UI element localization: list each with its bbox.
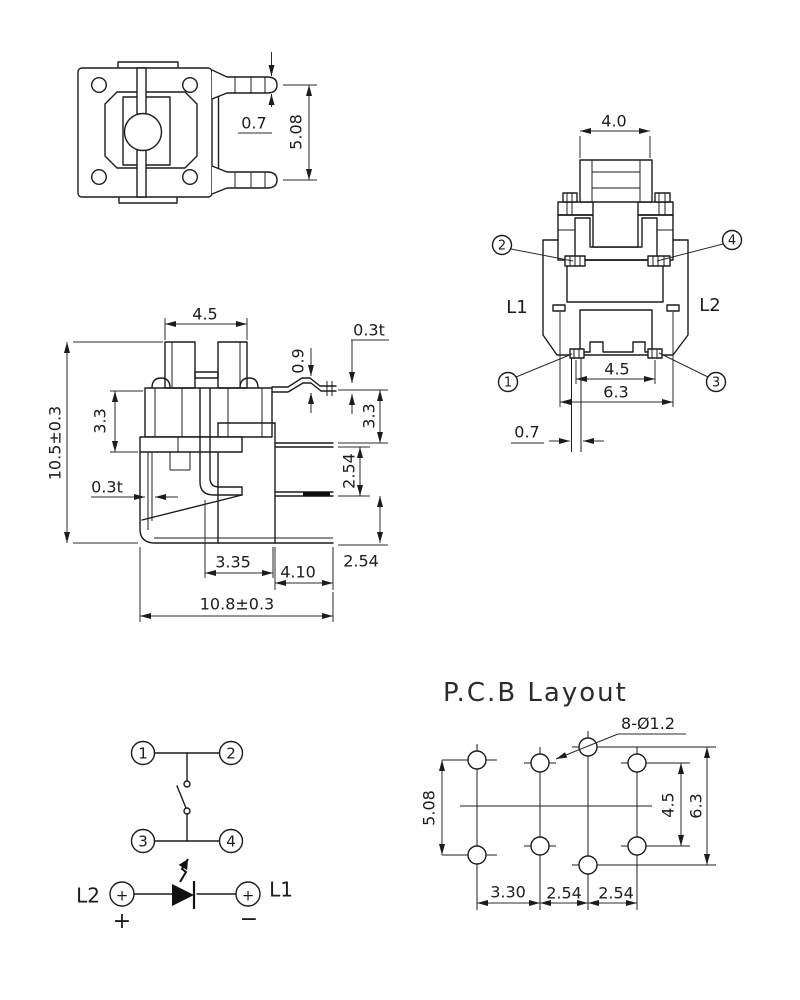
dim-label: 5.08 [419,790,439,826]
terminal-plus: + [241,886,255,905]
front-view-dim-button-width [580,112,650,159]
side-view-light-pipe-slope [142,495,242,520]
front-view-pin-1 [570,349,584,358]
front-view-dim-switch-pin-pitch [576,360,655,385]
side-view-flange [140,437,242,452]
circuit-schematic [76,742,293,935]
callout-number: 4 [727,233,737,249]
front-view-button [580,160,652,202]
top-view-plunger-circle [125,114,162,151]
side-view-dim-terminal-thickness [351,321,389,415]
dim-label: 3.3 [90,408,110,434]
pcb-dim-row-pitch-left [420,760,443,855]
side-view-terminal-solder [303,492,330,497]
dim-label: 0.9 [288,348,308,374]
pcb-hole [468,846,486,864]
front-view-led-lead-right [667,305,679,311]
side-view-stem-crossbar [195,372,218,378]
side-view-dim-hook-offset [205,500,273,578]
callout-number: 3 [711,375,721,391]
pin-number: 2 [226,744,236,763]
dim-label: 10.8±0.3 [199,594,275,614]
front-view [493,112,742,453]
dim-label: 4.10 [280,562,316,582]
side-view-dim-stem-width [165,305,247,341]
led-emission-arrow [180,859,188,882]
front-view-label-l1: L1 [506,297,528,318]
pcb-hole [468,751,486,769]
pcb-hole [579,738,597,756]
schematic-label-l1: L1 [269,877,293,902]
dim-label: 2.54 [546,883,582,903]
schematic-pin-2 [220,742,243,765]
dim-label: 4.5 [604,359,630,379]
dim-label: 4.5 [658,792,678,818]
dim-label: 2.54 [339,453,359,489]
dim-label: 10.5±0.3 [45,405,65,481]
pcb-hole-callout [556,714,686,759]
side-view-dim-wall-thickness [91,478,178,498]
dim-label: 6.3 [603,382,629,402]
led-diode-symbol [172,884,194,906]
front-view-callout-2 [493,236,574,262]
terminal-plus: + [115,886,129,905]
dim-label: 5.08 [286,114,306,150]
front-view-rivet-left [563,193,577,202]
side-view-dim-terminal-gap-upper [338,447,370,496]
side-view-dim-bend-height [289,348,312,413]
top-view [78,52,317,203]
schematic-pin-1 [132,742,155,765]
switch-blade [177,786,186,808]
pcb-dim-row-pitch-inner [659,763,682,846]
dim-label: 2.54 [598,883,634,903]
dim-label: 3.3 [359,403,379,429]
polarity-minus: − [239,907,259,932]
side-view-housing [145,388,272,437]
front-view-plunger [593,200,638,247]
callout-number: 1 [503,375,513,391]
side-view [46,305,390,623]
side-view-dim-base-step [275,547,333,590]
pcb-hole [628,837,646,855]
dim-label: 0.3t [91,477,123,497]
dim-label: 0.7 [514,422,540,442]
top-view-upper-pin [212,70,277,99]
dim-label: 3.35 [215,552,251,572]
front-view-label-l2: L2 [699,295,721,316]
switch-contact-lower [184,808,190,814]
side-view-dim-terminal-gap-lower [338,496,388,571]
dim-label: 0.3t [353,320,385,340]
front-view-rivet-right [655,193,670,202]
pin-number: 4 [226,832,236,851]
front-view-led-lead-left [553,305,565,311]
pcb-hole [531,837,549,855]
side-view-hook-inner [210,452,242,495]
top-view-lower-pin [212,166,277,194]
pcb-hole [579,856,597,874]
side-view-dim-housing-left [91,391,144,452]
pcb-layout [420,678,717,910]
front-view-callout-3 [659,353,726,392]
dim-label: 2.54 [343,551,379,571]
switch-contact-upper [184,781,190,787]
callout-number: 2 [497,238,507,254]
dim-label: 3.30 [490,882,526,902]
pcb-layout-title: P.C.B Layout [443,678,628,708]
side-view-stem-left-leg [165,342,195,388]
pcb-dim-row-pitch-outer [687,747,708,865]
pin-number: 3 [138,832,148,851]
side-view-dim-housing-right [338,390,388,443]
dim-label: 0.7 [241,113,267,133]
schematic-pin-3 [132,830,155,853]
pcb-hole [628,754,646,772]
dim-label: 6.3 [686,793,706,819]
front-view-dim-pin-width [511,423,604,444]
dim-label: 4.0 [601,111,627,131]
front-view-lower-block [580,310,652,352]
top-view-dim-pin-pitch [283,85,317,180]
pcb-hole [531,754,549,772]
front-view-callout-1 [499,354,573,392]
schematic-pin-4 [220,830,243,853]
dim-label: 8-Ø1.2 [621,714,675,733]
polarity-plus: + [112,909,132,934]
schematic-label-l2: L2 [76,883,100,908]
pcb-dim-col-pitches [477,883,637,904]
dim-label: 4.5 [192,304,218,324]
pin-number: 1 [138,744,148,763]
